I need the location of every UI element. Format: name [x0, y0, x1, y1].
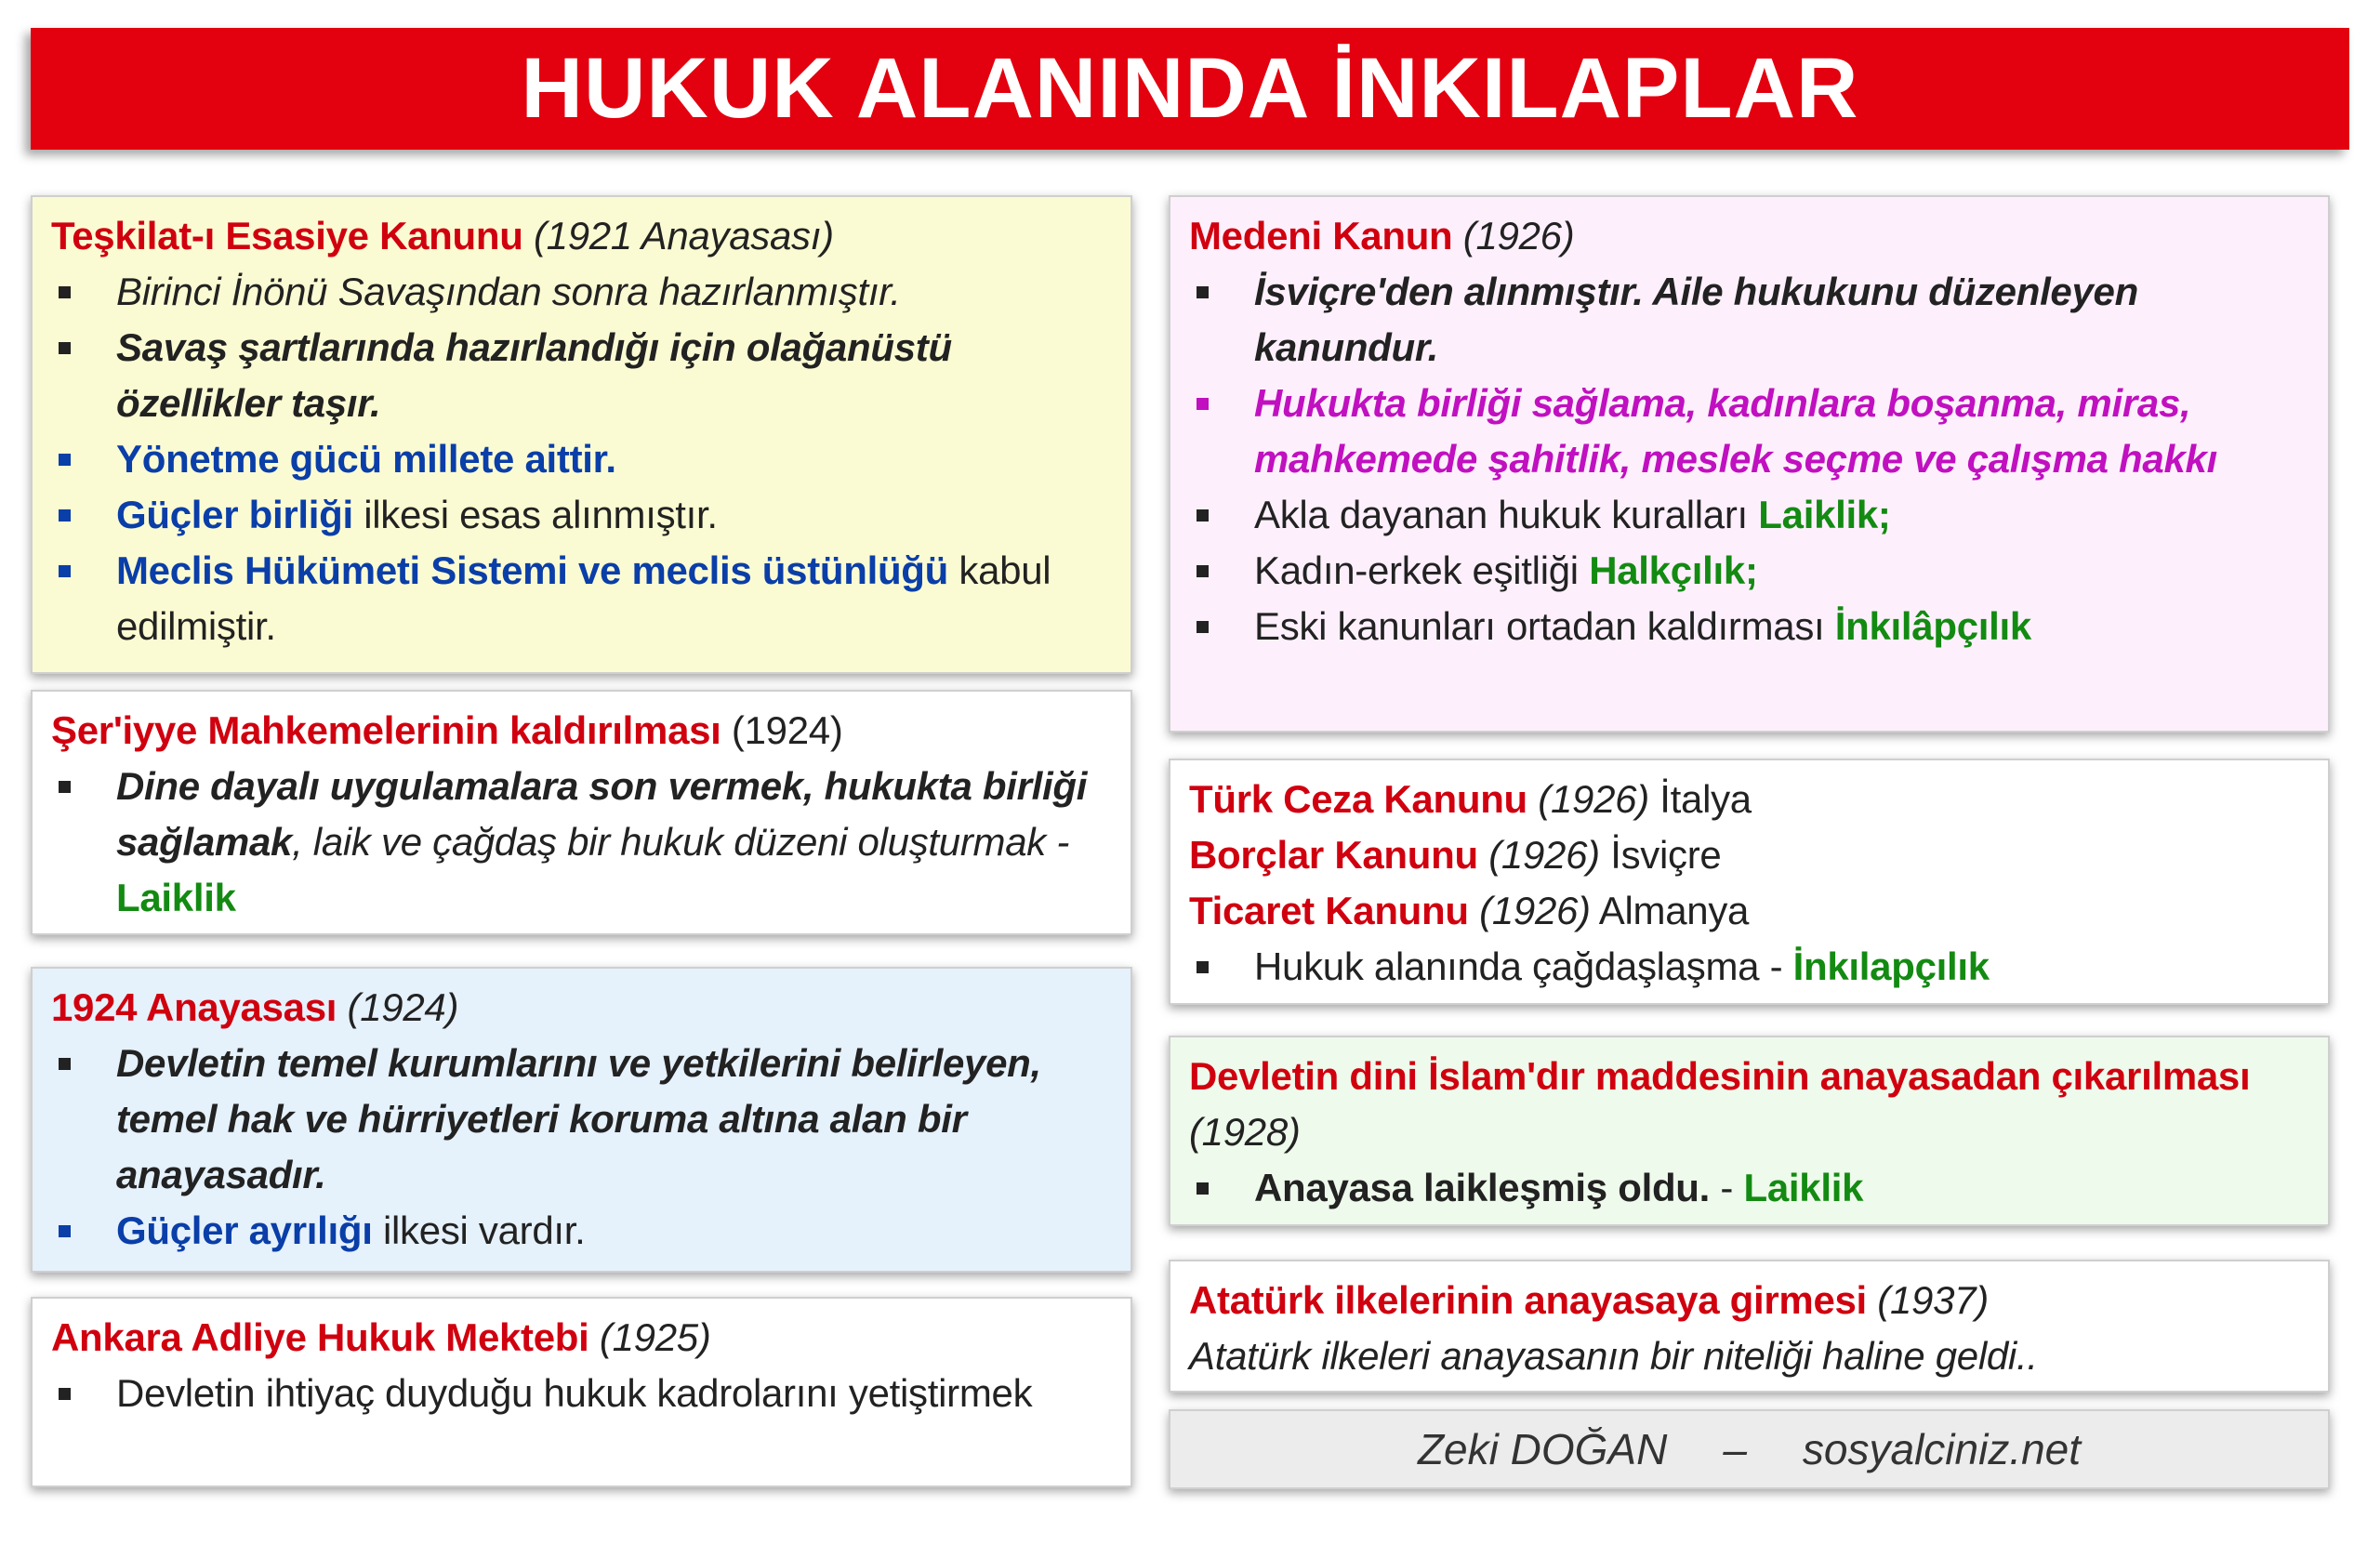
square-bullet-icon	[1197, 621, 1209, 633]
text-segment: Hukuk alanında çağdaşlaşma -	[1254, 944, 1793, 988]
text-segment: (1926)	[1468, 889, 1591, 932]
text-segment: İtalya	[1648, 777, 1752, 821]
square-bullet-icon	[59, 1058, 71, 1070]
section-devletin-dini-maddesi	[1169, 1036, 2330, 1226]
bullet-item	[1189, 543, 2306, 599]
bullet-item	[51, 431, 1108, 487]
text-segment: (1924)	[337, 985, 459, 1029]
text-segment: Ankara Adliye Hukuk Mektebi	[51, 1315, 589, 1359]
text-segment: Laiklik;	[1758, 493, 1891, 536]
square-bullet-icon	[59, 454, 71, 466]
text-segment: (1928)	[1189, 1110, 1301, 1154]
text-segment: İsviçre'den alınmıştır. Aile hukukunu düzenleyen kanundur.	[1254, 270, 2138, 369]
text-segment: Atatürk ilkeleri anayasanın bir niteliği haline geldi..	[1189, 1334, 2038, 1378]
footer-author: Zeki DOĞAN	[1417, 1425, 1668, 1473]
bullet-item	[51, 543, 1108, 654]
square-bullet-icon	[59, 509, 71, 522]
square-bullet-icon	[59, 342, 71, 354]
text-segment: , laik ve çağdaş bir hukuk düzeni oluşturmak -	[292, 820, 1070, 864]
text-segment: (1924)	[721, 708, 843, 752]
text-segment: Borçlar Kanunu	[1189, 833, 1478, 877]
text-segment: Kadın-erkek eşitliği	[1254, 548, 1590, 592]
text-segment: (1925)	[588, 1315, 711, 1359]
text-segment: Devletin ihtiyaç duyduğu hukuk kadrolarını yetiştirmek	[116, 1371, 1033, 1415]
text-segment: (1926)	[1527, 777, 1649, 821]
text-segment: (1937)	[1866, 1278, 1989, 1322]
text-segment: İnkılapçılık	[1792, 944, 1990, 988]
section-medeni-kanun	[1169, 195, 2330, 733]
text-segment: Birinci İnönü Savaşından sonra hazırlanmıştır.	[116, 270, 901, 313]
bullet-item	[51, 264, 1108, 320]
section-line	[1189, 1328, 2306, 1384]
section-heading	[1189, 1273, 2306, 1328]
bullet-item	[1189, 1160, 2306, 1216]
section-ankara-hukuk-mektebi	[31, 1297, 1132, 1487]
text-segment: Akla dayanan hukuk kuralları	[1254, 493, 1759, 536]
section-ataturk-ilkeleri	[1169, 1260, 2330, 1393]
square-bullet-icon	[59, 565, 71, 577]
text-segment: Laiklik	[1743, 1166, 1864, 1209]
section-heading	[51, 703, 1108, 759]
bullet-item	[1189, 487, 2306, 543]
text-segment: ilkesi esas alınmıştır.	[352, 493, 718, 536]
page-title: HUKUK ALANINDA İNKILAPLAR	[521, 41, 1859, 136]
bullet-item	[51, 1036, 1108, 1203]
bullet-item	[51, 320, 1108, 431]
text-segment: (1921 Anayasası)	[522, 214, 834, 258]
bullet-item	[51, 759, 1108, 926]
text-segment: (1926)	[1477, 833, 1600, 877]
section-ceza-borclar-ticaret	[1169, 759, 2330, 1005]
text-segment: 1924 Anayasası	[51, 985, 337, 1029]
bullet-item	[51, 487, 1108, 543]
text-segment: İnkılâpçılık	[1834, 604, 2031, 648]
text-segment: Hukukta birliği sağlama, kadınlara boşanma, miras, mahkemede şahitlik, meslek seçme ve çalışma hakkı	[1254, 381, 2217, 481]
square-bullet-icon	[59, 1388, 71, 1400]
footer-separator: –	[1723, 1425, 1747, 1473]
text-segment: Halkçılık;	[1589, 548, 1758, 592]
square-bullet-icon	[59, 1225, 71, 1237]
bullet-item	[1189, 376, 2306, 487]
text-segment: Laiklik	[116, 876, 236, 919]
text-segment: Savaş şartlarında hazırlandığı için olağanüstü özellikler taşır.	[116, 325, 952, 425]
square-bullet-icon	[1197, 1182, 1209, 1195]
text-segment: kabul edilmiştir.	[116, 548, 1051, 648]
section-heading	[51, 980, 1108, 1036]
section-heading	[51, 1310, 1108, 1366]
section-heading	[51, 208, 1108, 264]
section-seriyye-mahkemeleri	[31, 690, 1132, 935]
text-segment: Dine dayalı uygulamalara son vermek, hukukta birliği sağlamak	[116, 764, 1088, 864]
title-banner	[31, 28, 2349, 150]
bullet-item	[51, 1366, 1108, 1421]
text-segment: Anayasa laikleşmiş oldu.	[1254, 1166, 1711, 1209]
text-segment: Medeni Kanun	[1189, 214, 1453, 258]
bullet-item	[51, 1203, 1108, 1259]
text-segment: Meclis Hükümeti Sistemi ve meclis üstünlüğü	[116, 548, 949, 592]
section-teskilat-i-esasiye	[31, 195, 1132, 674]
text-segment: Teşkilat-ı Esasiye Kanunu	[51, 214, 523, 258]
square-bullet-icon	[1197, 398, 1209, 410]
text-segment: Yönetme gücü millete aittir.	[116, 437, 616, 481]
section-heading	[1189, 1049, 2306, 1160]
text-segment: Devletin temel kurumlarını ve yetkilerini belirleyen, temel hak ve hürriyetleri koruma altına alan bir anayasadır.	[116, 1041, 1041, 1196]
square-bullet-icon	[1197, 509, 1209, 522]
text-segment: Güçler ayrılığı	[116, 1208, 373, 1252]
section-line	[1189, 827, 2306, 883]
text-segment: Eski kanunları ortadan kaldırması	[1254, 604, 1835, 648]
text-segment: Devletin dini İslam'dır maddesinin anayasadan çıkarılması	[1189, 1054, 2251, 1098]
section-heading	[1189, 208, 2306, 264]
text-segment: (1926)	[1452, 214, 1575, 258]
square-bullet-icon	[59, 781, 71, 793]
square-bullet-icon	[1197, 565, 1209, 577]
square-bullet-icon	[59, 286, 71, 298]
text-segment: Türk Ceza Kanunu	[1189, 777, 1527, 821]
footer-site: sosyalciniz.net	[1802, 1425, 2082, 1473]
text-segment: İsviçre	[1599, 833, 1722, 877]
text-segment: Güçler birliği	[116, 493, 353, 536]
square-bullet-icon	[1197, 286, 1209, 298]
text-segment: ilkesi vardır.	[372, 1208, 586, 1252]
text-segment: Ticaret Kanunu	[1189, 889, 1469, 932]
footer-credit	[1169, 1409, 2330, 1489]
bullet-item	[1189, 264, 2306, 376]
bullet-item	[1189, 939, 2306, 995]
text-segment: -	[1710, 1166, 1744, 1209]
square-bullet-icon	[1197, 961, 1209, 973]
text-segment: Şer'iyye Mahkemelerinin kaldırılması	[51, 708, 721, 752]
bullet-item	[1189, 599, 2306, 654]
text-segment: Atatürk ilkelerinin anayasaya girmesi	[1189, 1278, 1867, 1322]
section-anayasa-1924	[31, 967, 1132, 1273]
section-line	[1189, 883, 2306, 939]
text-segment: Almanya	[1590, 889, 1750, 932]
section-heading	[1189, 772, 2306, 827]
